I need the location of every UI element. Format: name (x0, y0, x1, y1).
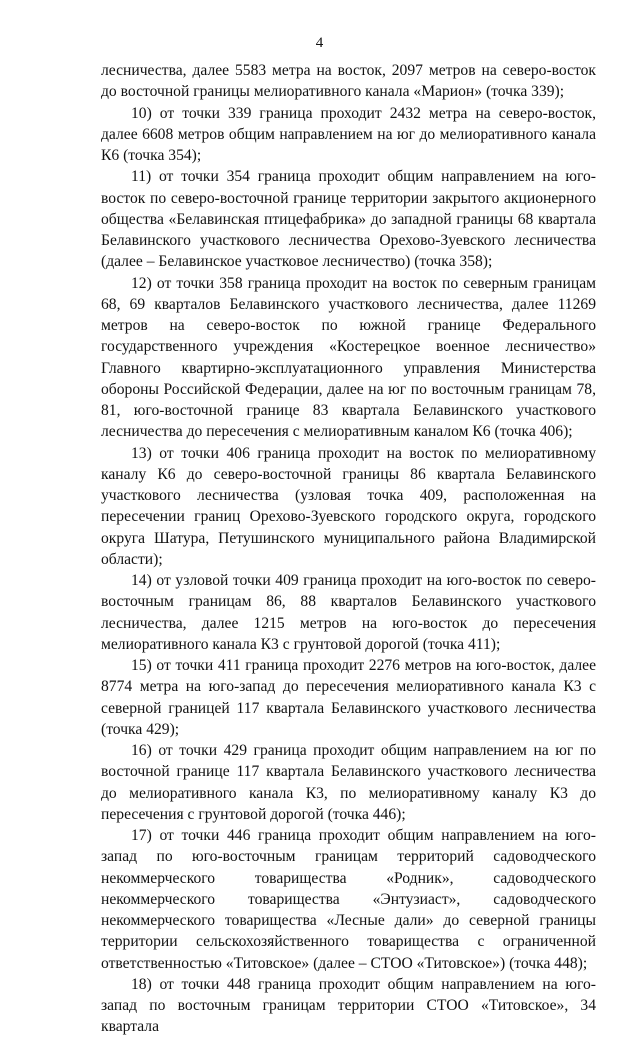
paragraph-9: 17) от точки 446 граница проходит общим направлением на юго-запад по юго-восточным границам территорий садоводческого некоммерческого товарищества «Родник», садоводческого некоммерческого товарищества «Энтузиаст», садоводческого некоммерческого товарищества «Лесные дали» до северной границы территории сельскохозяйственного товарищества с ограниченной ответственностью «Титовское» (далее – СТОО «Титовское») (точка 448); (101, 827, 596, 972)
paragraph-7: 15) от точки 411 граница проходит 2276 метров на юго-восток, далее 8774 метра на юго-запад до пересечения мелиоративного канала К3 с северной границей 117 квартала Белавинского участкового лесничества (точка 429); (101, 657, 596, 738)
paragraph-2: 10) от точки 339 граница проходит 2432 метра на северо-восток, далее 6608 метров общим направлением на юг до мелиоративного канала К6 (точка 354); (101, 104, 596, 164)
paragraph-1: лесничества, далее 5583 метра на восток, 2097 метров на северо-восток до восточной границы мелиоративного канала «Марион» (точка 339); (101, 62, 596, 101)
page-number: 4 (315, 35, 324, 51)
paragraph-10: 18) от точки 448 граница проходит общим направлением на юго-запад по восточным границам территории СТОО «Титовское», 34 квартала (101, 975, 596, 1036)
document-body (101, 60, 596, 1038)
paragraph-4: 12) от точки 358 граница проходит на восток по северным границам 68, 69 кварталов Белавинского участкового лесничества, далее 11269 метров на северо-восток по южной границе Федерального государственного учреждения «Костерецкое военное лесничество» Главного квартирно-эксплуатационного управления Министерства обороны Российской Федерации, далее на юг по восточным границам 78, 81, юго-восточной границе 83 квартала Белавинского участкового лесничества до пересечения с мелиоративным каналом К6 (точка 406); (101, 274, 596, 441)
paragraph-3: 11) от точки 354 граница проходит общим направлением на юго-восток по северо-восточной границе территории закрытого акционерного общества «Белавинская птицефабрика» до западной границы 68 квартала Белавинского участкового лесничества Орехово-Зуевского лесничества (далее – Белавинское участковое лесничество) (точка 358); (101, 168, 596, 271)
paragraph-5: 13) от точки 406 граница проходит на восток по мелиоративному каналу К6 до северо-восточной границы 86 квартала Белавинского участкового лесничества (узловая точка 409, расположенная на пересечении границ Орехово-Зуевского городского округа, городского округа Шатура, Петушинского муниципального района Владимирской области); (101, 444, 596, 568)
paragraph-6: 14) от узловой точки 409 граница проходит на юго-восток по северо-восточным границам 86, 88 кварталов Белавинского участкового лесничества, далее 1215 метров на юго-восток до пересечения мелиоративного канала К3 с грунтовой дорогой (точка 411); (101, 572, 596, 653)
paragraph-8: 16) от точки 429 граница проходит общим направлением на юг по восточной границе 117 квартала Белавинского участкового лесничества до мелиоративного канала К3, по мелиоративному каналу К3 до пересечения с грунтовой дорогой (точка 446); (101, 742, 596, 823)
